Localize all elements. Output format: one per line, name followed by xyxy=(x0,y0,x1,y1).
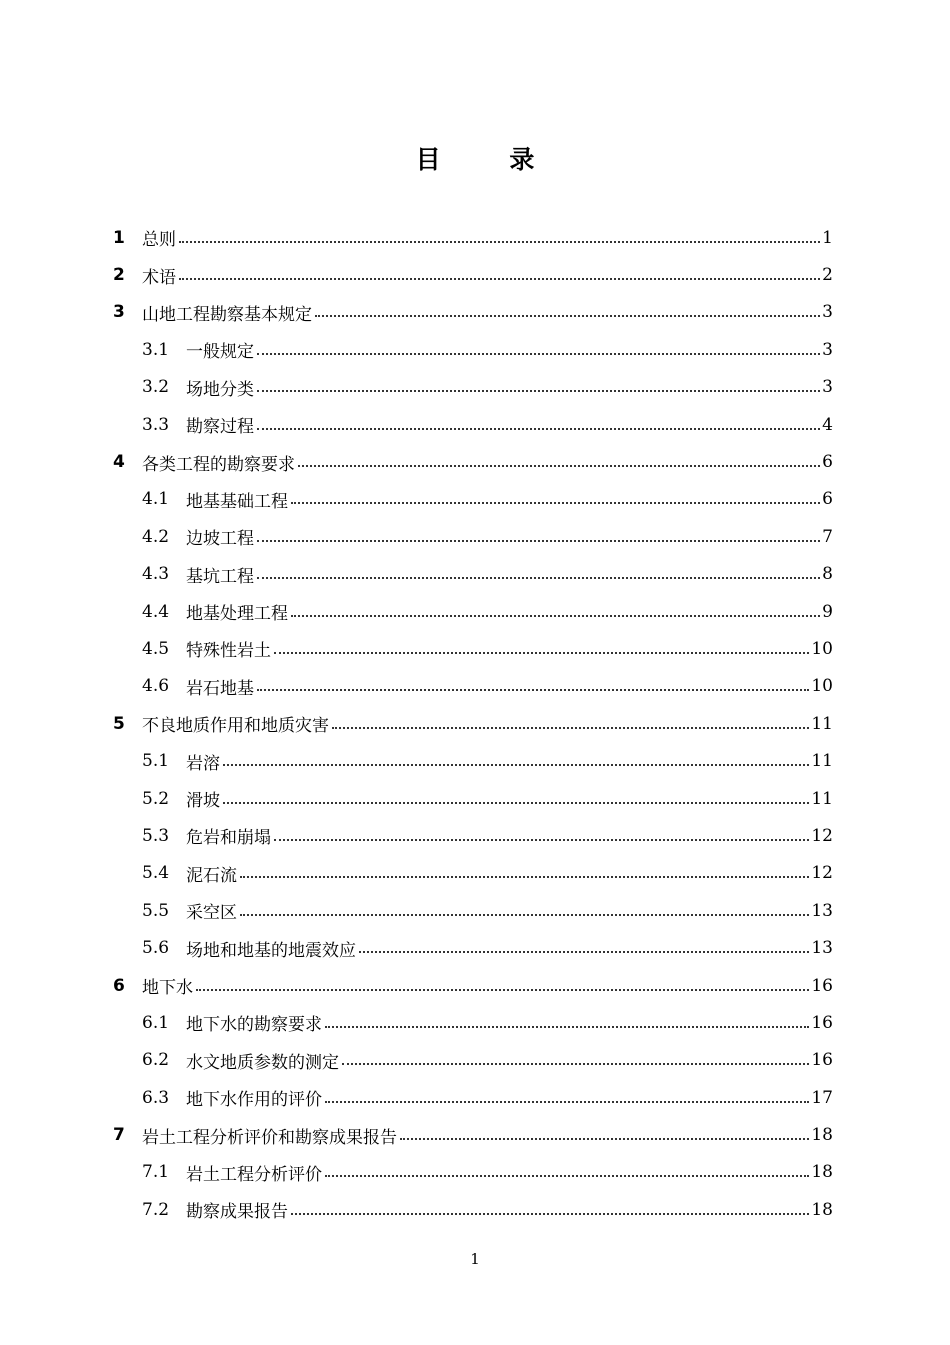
toc-entry-number: 4 xyxy=(113,452,125,473)
dot-leader xyxy=(332,727,809,729)
toc-entry-body xyxy=(186,898,833,923)
dot-leader xyxy=(196,989,809,991)
toc-entry-label: 岩土工程分析评价和勘察成果报告 xyxy=(142,1127,397,1148)
toc-entry-label: 采空区 xyxy=(186,903,237,924)
dot-leader xyxy=(257,577,820,579)
dot-leader xyxy=(179,241,820,243)
toc-entry-page: 8 xyxy=(822,564,833,585)
toc-entry-number: 7 xyxy=(113,1125,125,1146)
toc-entry-label: 岩石地基 xyxy=(186,678,254,699)
toc-entry-number: 3.1 xyxy=(142,339,170,360)
dot-leader xyxy=(257,390,820,392)
toc-entry-label: 山地工程勘察基本规定 xyxy=(142,304,312,325)
toc-entry-number: 5.3 xyxy=(142,825,170,846)
toc-entry-label: 术语 xyxy=(142,267,176,288)
toc-entry-label: 危岩和崩塌 xyxy=(186,828,271,849)
toc-section-entry[interactable] xyxy=(0,1004,950,1041)
toc-entry-body xyxy=(186,1010,833,1035)
dot-leader xyxy=(274,839,809,841)
dot-leader xyxy=(257,540,820,542)
toc-entry-number: 2 xyxy=(113,265,125,286)
dot-leader xyxy=(240,876,809,878)
toc-entry-body xyxy=(186,936,833,961)
toc-section-entry[interactable] xyxy=(0,331,950,368)
toc-entry-label: 地下水的勘察要求 xyxy=(186,1015,322,1036)
toc-entry-label: 边坡工程 xyxy=(186,529,254,550)
toc-entry-label: 各类工程的勘察要求 xyxy=(142,454,295,475)
dot-leader xyxy=(291,502,820,504)
toc-entry-label: 水文地质参数的测定 xyxy=(186,1052,339,1073)
toc-entry-number: 6.2 xyxy=(142,1050,170,1071)
toc-entry-label: 滑坡 xyxy=(186,791,220,812)
toc-entry-page: 6 xyxy=(822,489,833,510)
toc-entry-page: 12 xyxy=(811,863,833,884)
toc-entry-body xyxy=(186,1197,833,1222)
toc-entry-label: 岩土工程分析评价 xyxy=(186,1164,322,1185)
toc-entry-label: 泥石流 xyxy=(186,865,237,886)
toc-chapter-entry[interactable] xyxy=(0,1116,950,1153)
toc-entry-body xyxy=(186,524,833,549)
toc-entry-page: 2 xyxy=(822,265,833,286)
toc-entry-number: 7.2 xyxy=(142,1199,170,1220)
toc-entry-page: 9 xyxy=(822,601,833,622)
toc-section-entry[interactable] xyxy=(0,369,950,406)
toc-chapter-entry[interactable] xyxy=(0,294,950,331)
toc-entry-number: 1 xyxy=(113,227,125,248)
toc-entry-page: 1 xyxy=(822,227,833,248)
toc-entry-body xyxy=(186,487,833,512)
dot-leader xyxy=(325,1026,809,1028)
toc-entry-body xyxy=(186,749,833,774)
toc-entry-page: 16 xyxy=(811,975,833,996)
toc-entry-page: 3 xyxy=(822,339,833,360)
toc-entry-page: 11 xyxy=(811,713,833,734)
dot-leader xyxy=(223,802,809,804)
toc-entry-body xyxy=(186,861,833,886)
toc-section-entry[interactable] xyxy=(0,556,950,593)
page-title: 目 录 xyxy=(415,145,565,174)
toc-chapter-entry[interactable] xyxy=(0,219,950,256)
toc-entry-page: 16 xyxy=(811,1050,833,1071)
toc-entry-body xyxy=(186,823,833,848)
page-number: 1 xyxy=(470,1250,480,1268)
toc-entry-label: 岩溶 xyxy=(186,753,220,774)
toc-entry-number: 4.3 xyxy=(142,564,170,585)
toc-entry-body xyxy=(142,300,833,325)
toc-entry-number: 3.2 xyxy=(142,377,170,398)
toc-list xyxy=(0,219,950,1229)
toc-entry-body xyxy=(186,562,833,587)
toc-entry-body xyxy=(142,450,833,475)
dot-leader xyxy=(325,1101,809,1103)
toc-entry-body xyxy=(142,711,833,736)
dot-leader xyxy=(257,428,820,430)
toc-entry-number: 4.6 xyxy=(142,676,170,697)
toc-entry-number: 6.3 xyxy=(142,1087,170,1108)
toc-section-entry[interactable] xyxy=(0,817,950,854)
toc-chapter-entry[interactable] xyxy=(0,705,950,742)
dot-leader xyxy=(179,278,820,280)
toc-entry-label: 地下水作用的评价 xyxy=(186,1090,322,1111)
dot-leader xyxy=(298,465,820,467)
toc-entry-page: 12 xyxy=(811,825,833,846)
toc-entry-label: 地基基础工程 xyxy=(186,491,288,512)
toc-section-entry[interactable] xyxy=(0,1042,950,1079)
toc-entry-number: 5.5 xyxy=(142,900,170,921)
dot-leader xyxy=(223,764,809,766)
dot-leader xyxy=(359,951,809,953)
dot-leader xyxy=(257,689,809,691)
toc-entry-page: 7 xyxy=(822,526,833,547)
toc-section-entry[interactable] xyxy=(0,929,950,966)
toc-chapter-entry[interactable] xyxy=(0,256,950,293)
toc-section-entry[interactable] xyxy=(0,1191,950,1228)
dot-leader xyxy=(274,652,809,654)
dot-leader xyxy=(400,1138,809,1140)
dot-leader xyxy=(342,1063,809,1065)
toc-section-entry[interactable] xyxy=(0,855,950,892)
toc-entry-label: 地基处理工程 xyxy=(186,604,288,625)
dot-leader xyxy=(325,1175,809,1177)
toc-entry-body xyxy=(186,674,833,699)
toc-entry-label: 勘察成果报告 xyxy=(186,1202,288,1223)
toc-entry-number: 5.6 xyxy=(142,938,170,959)
toc-section-entry[interactable] xyxy=(0,1079,950,1116)
toc-entry-page: 13 xyxy=(811,938,833,959)
toc-entry-body xyxy=(186,1160,833,1185)
toc-entry-body xyxy=(186,375,833,400)
dot-leader xyxy=(240,914,809,916)
toc-entry-body xyxy=(186,412,833,437)
toc-section-entry[interactable] xyxy=(0,630,950,667)
toc-section-entry[interactable] xyxy=(0,406,950,443)
toc-entry-page: 18 xyxy=(811,1199,833,1220)
toc-entry-page: 18 xyxy=(811,1162,833,1183)
dot-leader xyxy=(291,615,820,617)
toc-entry-number: 5.1 xyxy=(142,751,170,772)
toc-entry-number: 4.4 xyxy=(142,601,170,622)
toc-entry-label: 一般规定 xyxy=(186,342,254,363)
toc-entry-label: 场地和地基的地震效应 xyxy=(186,940,356,961)
toc-entry-page: 17 xyxy=(811,1087,833,1108)
toc-entry-body xyxy=(142,225,833,250)
toc-entry-page: 10 xyxy=(811,638,833,659)
dot-leader xyxy=(315,315,820,317)
toc-entry-body xyxy=(142,263,833,288)
toc-entry-label: 地下水 xyxy=(142,978,193,998)
toc-entry-number: 6 xyxy=(113,975,125,996)
dot-leader xyxy=(291,1213,809,1215)
toc-entry-page: 18 xyxy=(811,1125,833,1146)
toc-entry-page: 3 xyxy=(822,377,833,398)
toc-entry-page: 6 xyxy=(822,452,833,473)
toc-entry-number: 5.4 xyxy=(142,863,170,884)
toc-entry-body xyxy=(142,973,833,998)
toc-entry-number: 4.5 xyxy=(142,638,170,659)
toc-entry-page: 3 xyxy=(822,302,833,323)
dot-leader xyxy=(257,353,820,355)
toc-entry-number: 5 xyxy=(113,713,125,734)
toc-entry-body xyxy=(186,1048,833,1073)
toc-chapter-entry[interactable] xyxy=(0,443,950,480)
toc-section-entry[interactable] xyxy=(0,742,950,779)
toc-entry-body xyxy=(142,1123,833,1148)
toc-section-entry[interactable] xyxy=(0,668,950,705)
toc-entry-label: 基坑工程 xyxy=(186,566,254,587)
toc-entry-body xyxy=(186,636,833,661)
toc-entry-number: 3.3 xyxy=(142,414,170,435)
toc-entry-page: 10 xyxy=(811,676,833,697)
toc-entry-page: 4 xyxy=(822,414,833,435)
toc-entry-number: 4.2 xyxy=(142,526,170,547)
toc-entry-label: 总则 xyxy=(142,230,176,251)
toc-entry-number: 3 xyxy=(113,302,125,323)
toc-section-entry[interactable] xyxy=(0,593,950,630)
toc-entry-label: 勘察过程 xyxy=(186,417,254,438)
toc-entry-page: 11 xyxy=(811,751,833,772)
toc-entry-page: 16 xyxy=(811,1012,833,1033)
toc-entry-number: 6.1 xyxy=(142,1012,170,1033)
toc-entry-label: 特殊性岩土 xyxy=(186,641,271,662)
toc-entry-body xyxy=(186,786,833,811)
toc-entry-number: 5.2 xyxy=(142,788,170,809)
toc-entry-number: 4.1 xyxy=(142,489,170,510)
toc-entry-body xyxy=(186,599,833,624)
toc-entry-body xyxy=(186,337,833,362)
toc-chapter-entry[interactable] xyxy=(0,967,950,1004)
toc-section-entry[interactable] xyxy=(0,780,950,817)
toc-entry-label: 场地分类 xyxy=(186,379,254,400)
toc-entry-number: 7.1 xyxy=(142,1162,170,1183)
toc-section-entry[interactable] xyxy=(0,481,950,518)
toc-entry-body xyxy=(186,1085,833,1110)
toc-entry-page: 11 xyxy=(811,788,833,809)
toc-section-entry[interactable] xyxy=(0,1154,950,1191)
toc-entry-page: 13 xyxy=(811,900,833,921)
toc-entry-label: 不良地质作用和地质灾害 xyxy=(142,716,329,737)
toc-section-entry[interactable] xyxy=(0,892,950,929)
toc-section-entry[interactable] xyxy=(0,518,950,555)
